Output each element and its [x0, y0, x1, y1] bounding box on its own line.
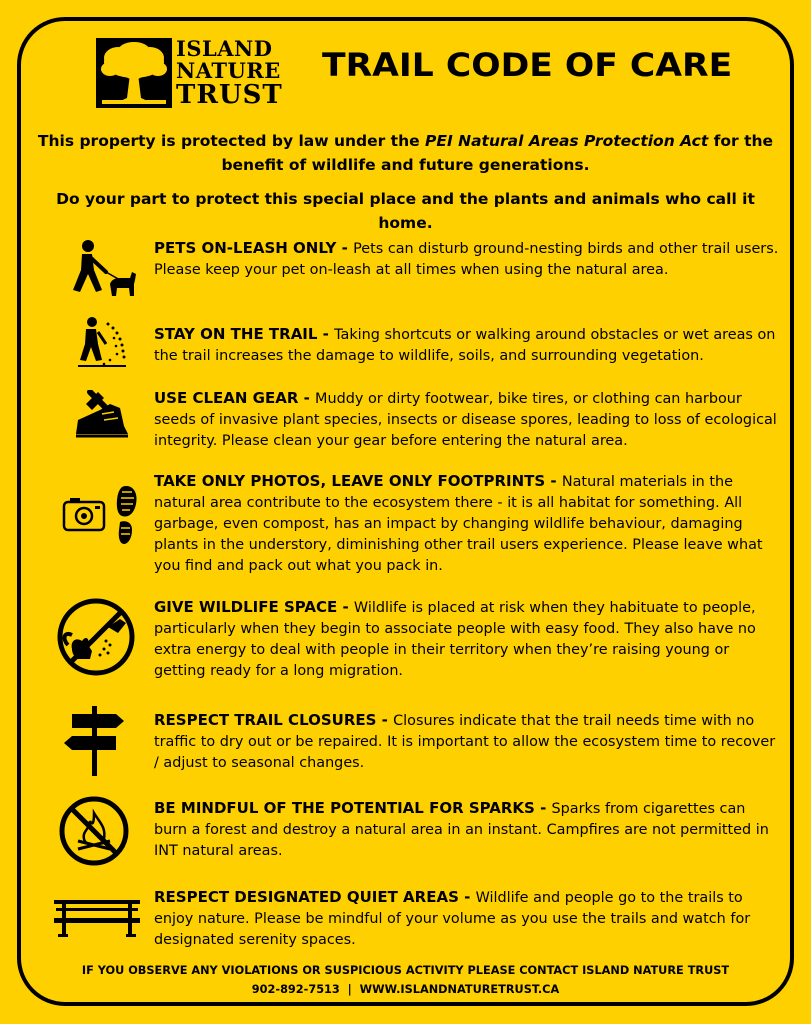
no-campfire-icon — [58, 795, 130, 867]
intro-call-to-action: Do your part to protect this special place and the plants and animals who call it home. — [56, 190, 755, 232]
phone-number[interactable]: 902-892-7513 — [251, 983, 340, 996]
rule-use-clean-gear: USE CLEAN GEAR - Muddy or dirty footwear, bike tires, or clothing can harbour seeds of invasive plant species, insects or disease spores, leading to loss of ecological integrity. Please clean your gear before entering the natural area. — [154, 389, 777, 449]
boot-brush-icon — [72, 390, 132, 440]
rule-stay-on-trail: STAY ON THE TRAIL - Taking shortcuts or walking around obstacles or wet areas on the trail increases the damage to wildlife, soils, and surrounding vegetation. — [154, 325, 776, 364]
website-link[interactable]: WWW.ISLANDNATURETRUST.CA — [359, 983, 560, 996]
rule-give-wildlife-space: GIVE WILDLIFE SPACE - Wildlife is placed at risk when they habituate to people, particularly when they begin to associate people with easy food. They also have no extra energy to deal with people in their territory when they’re raising young or getting ready for a long migration. — [154, 598, 756, 679]
camera-footprint-icon — [62, 484, 142, 548]
bench-icon — [52, 896, 142, 940]
footer-contact-info — [30, 980, 781, 999]
rule-respect-trail-closures: RESPECT TRAIL CLOSURES - Closures indicate that the trail needs time with no traffic to dry out or be repaired. It is important to allow the ecosystem time to recover / adjust to seasonal changes. — [154, 711, 776, 771]
dog-walking-icon — [60, 238, 140, 300]
no-feeding-wildlife-icon — [56, 597, 136, 677]
signpost-icon — [62, 706, 126, 776]
tree-icon — [96, 38, 172, 108]
logo-wordmark: ISLAND NATURE TRUST — [176, 36, 283, 110]
island-nature-trust-logo — [96, 38, 286, 108]
rule-take-only-photos: TAKE ONLY PHOTOS, LEAVE ONLY FOOTPRINTS - Natural materials in the natural area contribute to the ecosystem there - it is all habitat for something. All garbage, even compost, has an impact by changing wildlife behaviour, damaging plants in the understory, diminishing other trail users experience. Please leave what you find and pack out what you pack in. — [154, 472, 763, 574]
footer-separator: | — [347, 983, 352, 996]
hiker-on-trail-icon — [76, 316, 136, 368]
footer-contact-notice: IF YOU OBSERVE ANY VIOLATIONS OR SUSPICIOUS ACTIVITY PLEASE CONTACT ISLAND NATURE TRUST — [81, 964, 730, 977]
rule-mindful-of-sparks: BE MINDFUL OF THE POTENTIAL FOR SPARKS - Sparks from cigarettes can burn a forest and destroy a natural area in an instant. Campfires are not permitted in INT natural areas. — [154, 799, 769, 859]
rule-respect-quiet-areas: RESPECT DESIGNATED QUIET AREAS - Wildlife and people go to the trails to enjoy nature. Please be mindful of your volume as you use the trails and watch for designated serenity spaces. — [154, 888, 751, 948]
rule-pets-on-leash: PETS ON-LEASH ONLY - Pets can disturb ground-nesting birds and other trail users. Please keep your pet on-leash at all times when using the natural area. — [154, 239, 779, 278]
page-title: TRAIL CODE OF CARE — [322, 46, 733, 84]
intro-protection-statement: This property is protected by law under the PEI Natural Areas Protection Act for the benefit of wildlife and future generations. — [37, 132, 774, 174]
